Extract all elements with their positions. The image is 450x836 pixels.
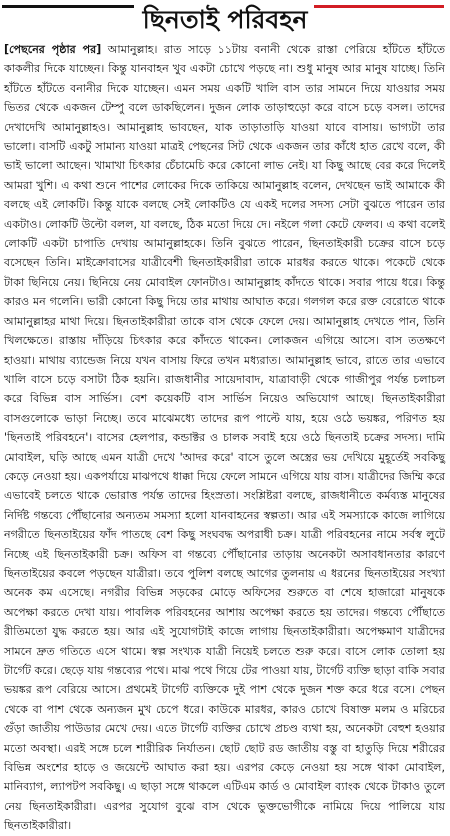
article-headline: ছিনতাই পরিবহন (142, 5, 308, 34)
article-body-text: আমানুল্লাহ। রাত সাড়ে ১১টায় বনানী থেকে রাস্তা পেরিয়ে হাঁটতে হাঁটতে কাকলীর দিকে যাচ্ছেন। কিন্তু যানবাহন খুব একটা চোখে পড়ছে না। শুধু মানুষ আর মানুষ যাচ্ছে। তিনি হাঁটতে হাঁটতে বনানীর দিকে যাচ্ছেন। এমন সময় একটি খালি বাস তার সামনে দিয়ে যাওয়ার সময় ভিতর থেকে একজন টেম্পু বলে ডাকছিলেন। দুজন লোক তাড়াহুড়ো করে বাসে চড়ে বসল। তাদের দেখাদেখি আমানুল্লাহও। আমানুল্লাহ ভাবছেন, যাক তাড়াতাড়ি যাওয়া যাবে বাসায়। ভাগ্যটা তার ভালো। বাসটি একটু সামান্য যাওয়া মাত্রই পেছনের সিট থেকে একজন তার কাঁধে হাত রেখে বলে, কী ভাই ভালো আছেন। খামাখা চিৎকার চেঁচামেচি করে কোনো লাভ নেই। যা কিছু আছে বের করে দিলেই আমরা খুশি। এ কথা শুনে পাশের লোকের দিকে তাকিয়ে আমানুল্লাহ বলেন, দেখছেন ভাই আমাকে কী বলছে এই লোকটি। কিন্তু যাকে বলছে সেই লোকটিও যে একই দলের সদস্য সেটা বুঝতে পারেন তার একটাও। লোকটি উল্টো বলল, যা বলছে, ঠিক মতো দিয়ে দে। নইলে গলা কেটে ফেলব। এ কথা বলেই লোকটি একটা চাপাতি দেখায় আমানুল্লাহকে। তিনি বুঝতে পারেন, ছিনতাইকারী চক্রের বাসে চড়ে বসেছেন তিনি। মাইক্রোবাসের যাত্রীবেশী ছিনতাইকারীরা তাকে মারধর করতে থাকে। পকেটে থেকে টাকা ছিনিয়ে নেয়। ছিনিয়ে নেয় মোবাইল ফোনটাও। আমানুল্লাহ কাঁদতে থাকে। সবার পায়ে ধরে। কিন্তু কারও মন গলেনি। ভারী কোনো কিছু দিয়ে তার মাথায় আঘাত করে। গলগল করে রক্ত বেরোতে থাকে আমানুল্লাহর মাথা দিয়ে। ছিনতাইকারীরা তাকে বাস থেকে ফেলে দেয়। আমানুল্লাহ দেখতে পান, তিনি খিলক্ষেতে। রাস্তায় দাঁড়িয়ে চিৎকার করে কাঁদতে থাকেন। লোকজন এগিয়ে আসে। বাস ততক্ষণে হাওয়া। মাথায় ব্যান্ডেজ নিয়ে যখন বাসায় ফিরে তখন মধ্যরাত। আমানুল্লাহ ভাবে, রাতে তার এভাবে খালি বাসে চড়ে বসাটা ঠিক হয়নি। রাজধানীর সায়েদাবাদ, যাত্রাবাড়ী থেকে গাজীপুর পর্যন্ত চলাচল করে বিভিন্ন বাস সার্ভিস। বেশ কয়েকটি বাস সার্ভিস নিয়েও অভিযোগ আছে। ছিনতাইকারীরা বাসগুলোকে ভাড়া নিচ্ছে। তবে মাঝেমধ্যে তাদের রূপ পাল্টে যায়, হয়ে ওঠে ভয়ঙ্কর, পরিণত হয় 'ছিনতাই পরিবহনে'। বাসের হেলপার, কন্ডাক্টর ও চালক সবাই হয়ে ওঠে ছিনতাই চক্রের সদস্য। দামি মোবাইল, ঘড়ি আছে এমন যাত্রী দেখে 'আদর করে' বাসে তুলে অস্ত্রের ভয় দেখিয়ে মুহূর্তেই সবকিছু কেড়ে নেওয়া হয়। একপর্যায়ে মাঝপথে ধাক্কা দিয়ে ফেলে সামনে এগিয়ে যায় বাস। যাত্রীদের জিম্মি করে এভাবেই চলতে থাকে ভোরাত্ত পর্যন্ত তাদের হিংস্রতা। সংশ্লিষ্টরা বলছে, রাজধানীতে কর্মব্যস্ত মানুষের নির্দিষ্ট গন্তব্যে পৌঁছানোর অন্যতম সমস্যা হলো যানবাহনের স্বল্পতা। আর এই সমস্যাকে কাজে লাগিয়ে নগরীতে ছিনতাইয়ের ফাঁদ পাতছে বেশ কিছু সংঘবদ্ধ অপরাধী চক্র। যাত্রী পরিবহনের নামে সর্বস্ব লুটে নিচ্ছে এই ছিনতাইকারী চক্র। অফিস বা গন্তব্যে পৌঁছানোর তাড়ায় অনেকটা অসাবধানতার কারণে ছিনতাইয়ের কবলে পড়ছেন যাত্রীরা। তবে পুলিশ বলছে আগের তুলনায় এ ধরনের ছিনতাইয়ের সংখ্যা অনেক কম এসেছে। নগরীর বিভিন্ন সড়কের মোড়ে অফিসের শুরুতে বা শেষে হাজারো মানুষকে অপেক্ষা করতে দেখা যায়। পাবলিক পরিবহনের আশায় অপেক্ষা করতে হয় তাদের। গন্তব্যে পৌঁছাতে রীতিমতো যুদ্ধ করতে হয়। আর এই সুযোগটাই কাজে লাগায় ছিনতাইকারীরা। অপেক্ষমাণ যাত্রীদের সামনে দ্রুত গতিতে এসে থামে। স্বল্প সংখ্যক যাত্রী নিয়েই চলতে শুরু করে। বাসে লোক তোলা হয় টার্গেট করে। ছেড়ে যায় গন্তব্যের পথে। মাঝ পথে গিয়ে টের পাওয়া যায়, টার্গেট ব্যক্তি ছাড়া বাকি সবার ভয়ঙ্কর রূপ বেরিয়ে আসে। প্রথমেই টার্গেট ব্যক্তিকে দুই পাশ থেকে দুজন শক্ত করে ধরে বসে। পেছন থেকে বা পাশ থেকে অন্যজন মুখ চেপে ধরে। কাউকে মারধর, কারও চোখে বিষাক্ত মলম ও মরিচের গুঁড়া জাতীয় পাউডার মেখে দেয়। এতে টার্গেট ব্যক্তির চোখে প্রচণ্ড ব্যথা হয়, অনেকটা বেহুশ হওয়ার মতো অবস্থা। এরই সঙ্গে চলে শারীরিক নির্যাতন। ছোট ছোট রড জাতীয় বস্তু বা হাতুড়ি দিয়ে শরীরের বিভিন্ন অংশের হাড়ে ও জয়েন্টে আঘাত করা হয়। এরপর কেড়ে নেওয়া হয় সঙ্গে থাকা মোবাইল, মানিব্যাগ, ল্যাপটপ সবকিছু। এ ছাড়া সঙ্গে থাকলে এটিএম কার্ড ও মোবাইল ব্যাংক থেকে টাকাও তুলে নেয় ছিনতাইকারীরা। এরপর সুযোগ বুঝে বাস থেকে ভুক্তভোগীকে নামিয়ে দিয়ে পালিয়ে যায় ছিনতাইকারীরা। (4, 43, 445, 833)
article-body (4, 40, 445, 833)
continuation-kicker: [পেছনের পৃষ্ঠার পর] (4, 43, 102, 56)
article-paragraph (4, 40, 445, 836)
